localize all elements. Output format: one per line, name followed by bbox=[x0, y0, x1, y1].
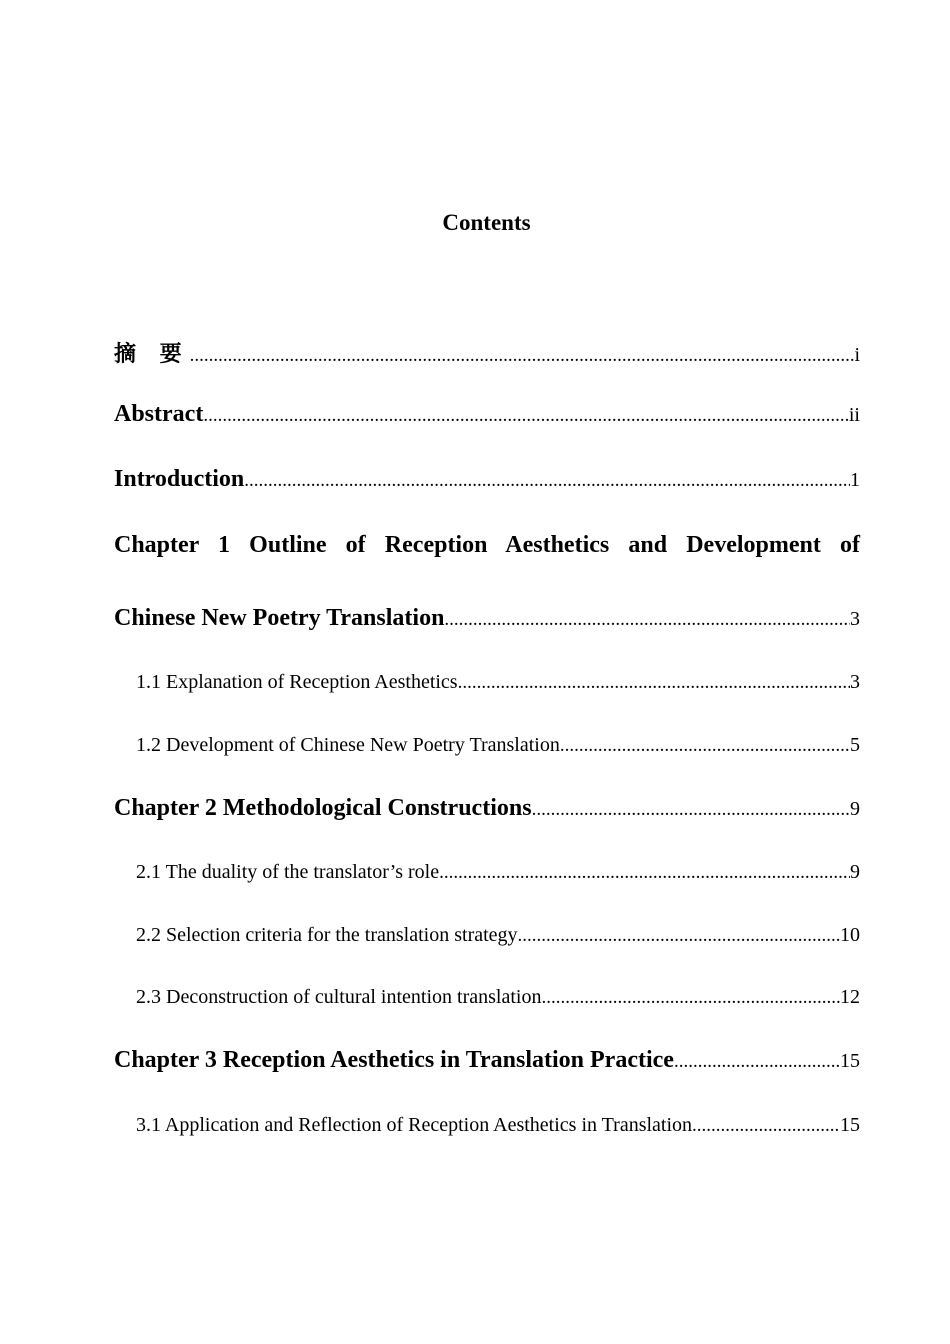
toc-page-number: 1 bbox=[850, 469, 860, 491]
toc-entry-title: Chinese New Poetry Translation bbox=[114, 605, 445, 631]
dot-leader bbox=[244, 470, 850, 492]
toc-entry-abstract[interactable] bbox=[114, 401, 860, 428]
toc-entry-title: 3.1 Application and Reflection of Reception Aesthetics in Translation bbox=[136, 1114, 693, 1136]
toc-entry-title: 2.1 The duality of the translator’s role bbox=[136, 861, 440, 883]
toc-page-number: 9 bbox=[850, 861, 860, 883]
toc-entry-section-2-2[interactable] bbox=[136, 924, 860, 947]
dot-leader bbox=[444, 609, 850, 631]
toc-entry-title: 摘 要 bbox=[114, 342, 190, 367]
dot-leader bbox=[458, 672, 850, 694]
toc-entry-chapter-2[interactable] bbox=[114, 795, 860, 822]
dot-leader bbox=[674, 1051, 840, 1073]
toc-page-number: 10 bbox=[840, 924, 860, 946]
toc-page-number: ii bbox=[848, 404, 860, 426]
toc-page-number: 5 bbox=[850, 734, 860, 756]
toc-entry-title: 2.2 Selection criteria for the translation strategy bbox=[136, 924, 518, 946]
dot-leader bbox=[439, 862, 850, 884]
toc-entry-section-1-2[interactable] bbox=[136, 734, 860, 757]
toc-entry-chapter-1-line-1[interactable]: Chapter 1 Outline of Reception Aesthetics and Development of bbox=[114, 532, 860, 558]
toc-entry-section-3-1[interactable] bbox=[136, 1114, 860, 1137]
toc-page-number: 9 bbox=[850, 798, 860, 820]
toc-page-number: 12 bbox=[840, 986, 860, 1008]
toc-page-number: 3 bbox=[850, 608, 860, 630]
toc-entry-title: 2.3 Deconstruction of cultural intention translation bbox=[136, 986, 542, 1008]
dot-leader bbox=[560, 735, 850, 757]
toc-entry-title: Introduction bbox=[114, 466, 245, 492]
toc-entry-chapter-1[interactable] bbox=[114, 605, 860, 632]
page-title: Contents bbox=[442, 210, 531, 235]
toc-entry-title: Abstract bbox=[114, 401, 204, 427]
toc-entry-section-2-3[interactable] bbox=[136, 986, 860, 1009]
toc-page-number: 3 bbox=[850, 671, 860, 693]
toc-entry-title: 1.1 Explanation of Reception Aesthetics bbox=[136, 671, 458, 693]
toc-entry-abstract-chinese[interactable] bbox=[114, 337, 860, 368]
toc-entry-title: Chapter 2 Methodological Constructions bbox=[114, 795, 532, 821]
toc-entry-section-1-1[interactable] bbox=[136, 671, 860, 694]
toc-page-number: 15 bbox=[840, 1050, 860, 1072]
dot-leader bbox=[190, 345, 855, 367]
dot-leader bbox=[518, 925, 840, 947]
toc-page-number: 15 bbox=[840, 1114, 860, 1136]
toc-entry-title: 1.2 Development of Chinese New Poetry Translation bbox=[136, 734, 560, 756]
toc-entry-chapter-3[interactable] bbox=[114, 1047, 860, 1074]
toc-entry-section-2-1[interactable] bbox=[136, 861, 860, 884]
dot-leader bbox=[203, 405, 849, 427]
toc-entry-title: Chapter 3 Reception Aesthetics in Translation Practice bbox=[114, 1047, 674, 1073]
dot-leader bbox=[541, 987, 840, 1009]
toc-page-number: i bbox=[854, 344, 860, 366]
toc-entry-introduction[interactable] bbox=[114, 466, 860, 493]
dot-leader bbox=[692, 1115, 840, 1137]
dot-leader bbox=[532, 799, 850, 821]
